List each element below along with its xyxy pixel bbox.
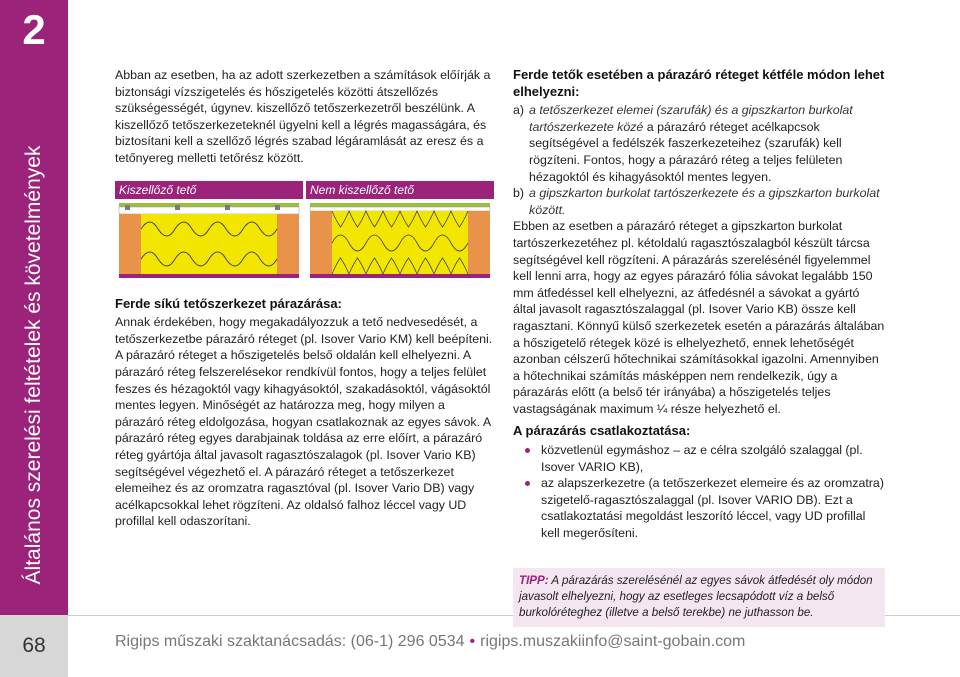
page-number: 68 — [0, 615, 68, 677]
placement-heading: Ferde tetők esetében a párazáró réteget kétféle módon lehet elhelyezni: — [513, 67, 885, 99]
chapter-sidebar — [0, 0, 68, 677]
unventilated-roof-illustration — [306, 203, 493, 283]
ventilated-roof-illustration — [115, 203, 300, 283]
connection-heading: A párazárás csatlakoztatása: — [513, 423, 691, 439]
roof-membrane — [310, 203, 490, 207]
footer — [115, 633, 745, 651]
option-b-text: Ebben az esetben a párazáró réteget a gipszkarton burkolat tartószerkezetéhez pl. kétoldalú ragasztószalagból készült tárcsa segítségével kell rögzíteni. A párazárás szerelésénél figyelemmel kell lenni arra, hogy az egyes párazáró fólia sávokat legalább 150 mm átfedéssel kell elhelyezni, az átfedésnél a sávokat a gyártó által javasolt ragasztószalaggal (pl. Isover Vario KB) össze kell ragasztani. Könnyű külső szerkezetek esetén a párazárás általában a hőszigetelő rétegek közé is elhelyezhető, ennek lehetőségét azonban célszerű hőtechnikai számításokkal igazolni. Amennyiben a hőtechnikai számítás másképpen nem rendelkezik, úgy a párazárás előtt (a belső tér irányába) a hőszigetelés teljes vastagságának maximum ¼ része helyezhető el. — [513, 219, 885, 416]
unventilated-roof-label: Nem kiszellőző tető — [306, 181, 494, 199]
rafter — [119, 214, 141, 274]
tip-text: A párazárás szerelésénél az egyes sávok átfedését oly módon javasolt elhelyezni, hogy az esetleges lecsapódott víz a belső burkolóréteghez (illetve a belső terekbe) ne juthasson be. — [519, 573, 873, 619]
rafter — [277, 214, 299, 274]
rafter — [310, 211, 332, 274]
option-b-emphasis: a gipszkarton burkolat tartószerkezete és a gipszkarton burkolat között. — [529, 186, 880, 217]
vapour-barrier — [119, 274, 299, 278]
batten — [175, 205, 180, 210]
list-item: az alapszerkezetre (a tetőszerkezet elemeire és az oromzatra) szigetelő-ragasztószalaggal (pl. Isover VARIO DB). Ezt a csatlakoztatási megoldást leszorító léccel, vagy UD profillal kell megerősíteni. — [513, 475, 885, 541]
intro-paragraph: Abban az esetben, ha az adott szerkezetben a számítások előírják a biztonsági vízszigetelés és hőszigetelés közötti átszellőzés szükségességét, úgynev. kiszellőző tetőszerkezetről beszélünk. A kiszellőző tetőszerkezeteknél ügyelni kell a légrés magasságára, és biztosítani kell a szellőző légrés szabad légáramlását az eresz és a tetőnyereg melletti tetőrész között. — [115, 68, 491, 165]
batten — [125, 205, 130, 210]
option-a-emphasis: a tetőszerkezet elemei (szarufák) és a gipszkarton burkolat tartószerkezete közé — [529, 103, 853, 134]
footer-phone: Rigips műszaki szaktanácsadás: (06-1) 296 0534 — [115, 633, 465, 650]
vapour-barrier — [310, 274, 490, 278]
footer-separator: • — [469, 633, 476, 650]
tip-label: TIPP: — [519, 573, 549, 587]
list-marker: a) — [513, 103, 525, 118]
right-column — [513, 67, 885, 627]
tip-box — [513, 568, 885, 627]
footer-email[interactable]: rigips.muszakiinfo@saint-gobain.com — [480, 633, 746, 650]
vapour-barrier-body: Annak érdekében, hogy megakadályozzuk a tető nedvesedését, a tetőszerkezetbe párazáró réteget (pl. Isover Vario KM) kell beépíteni. A párazáró réteget a hőszigetelés belső oldalán kell elhelyezni. A párazáró réteg felszerelésekor rendkívül fontos, hogy a teljes felület feszes és hézagoktól vagy kihagyásoktól, szakadásoktól, vágásoktól mentes legyen. Minőségét az határozza meg, hogy milyen a párazáró réteg eldolgozása, hogyan csatlakoznak az egyes sávok. A párazáró réteg egyes darabjainak toldása az erre előírt, a párazáró réteg gyártója által javasolt ragasztószalagok (pl. Isover Vario KB) segítségével végezhető el. A párazáró réteget a tetőszerkezet elemeihez és az oromzatra ragasztóval (pl. Isover Vario DB) vagy acélkapcsokkal lehet rögzíteni. Az oldalsó falhoz léccel vagy UD profillal kell odaszorítani. — [115, 315, 493, 529]
list-item: közvetlenül egymáshoz – az e célra szolgáló szalaggal (pl. Isover VARIO KB), — [513, 442, 885, 475]
left-column — [115, 67, 493, 530]
list-item — [513, 102, 885, 185]
rafter — [468, 211, 490, 274]
roof-diagrams — [115, 181, 493, 296]
chapter-title: Általános szerelési feltételek és követelmények — [22, 145, 45, 585]
connection-list — [513, 442, 885, 542]
ventilated-roof-label: Kiszellőző tető — [115, 181, 303, 199]
batten — [275, 205, 280, 210]
option-a-text: a párazáró réteget acélkapcsok segítségével a fedélszék faszerkezeteihez (szarufák) kell rögzíteni. Fontos, hogy a párazáró réteg a teljes felületen hézagoktól és kihagyásoktól mentes legyen. — [529, 119, 843, 184]
batten — [225, 205, 230, 210]
insulation — [141, 214, 277, 274]
list-marker: b) — [513, 186, 525, 201]
list-item — [513, 185, 885, 218]
placement-options-list — [513, 102, 885, 218]
roof-membrane — [119, 203, 299, 207]
chapter-number: 2 — [0, 0, 68, 60]
section-heading-vapour-barrier: Ferde síkú tetőszerkezet párazárása: — [115, 295, 342, 311]
air-gap — [119, 207, 299, 214]
